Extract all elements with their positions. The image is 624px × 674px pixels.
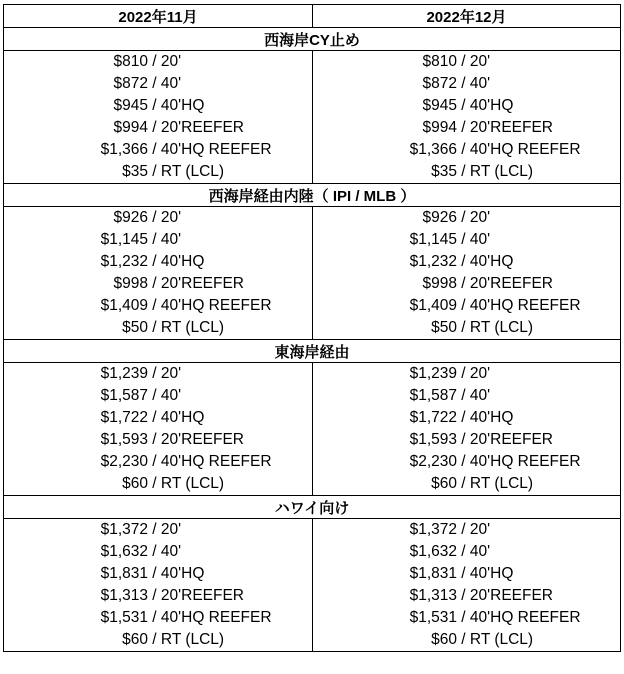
rate-cell-nov [4, 473, 313, 496]
rate-unit: / RT (LCL) [148, 319, 225, 336]
rate-unit: / RT (LCL) [457, 631, 534, 648]
rate-text [313, 275, 620, 293]
rate-unit: / RT (LCL) [457, 163, 534, 180]
rate-cell-dec [313, 51, 621, 74]
rate-cell-nov [4, 161, 313, 184]
section-title: 西海岸CY止め [4, 28, 621, 51]
rate-unit: / 40'HQ REEFER [148, 141, 272, 158]
rate-cell-nov [4, 629, 313, 652]
section-title: 西海岸経由内陸（ IPI / MLB ） [4, 184, 621, 207]
rate-price: $1,372 [409, 521, 457, 538]
rate-unit: / 20'REEFER [457, 275, 553, 292]
rate-row [4, 407, 621, 429]
rate-row [4, 251, 621, 273]
rate-unit: / 40'HQ REEFER [457, 609, 581, 626]
rate-unit: / 40'HQ [148, 409, 205, 426]
rate-cell-nov [4, 117, 313, 139]
rate-text [4, 253, 312, 271]
rate-text [313, 409, 620, 427]
section-header-row [4, 496, 621, 519]
rate-price: $998 [422, 275, 457, 292]
rate-unit: / 40' [457, 543, 491, 560]
rate-cell-dec [313, 407, 621, 429]
rate-unit: / 20'REEFER [148, 119, 244, 136]
rate-cell-nov [4, 229, 313, 251]
rate-row [4, 541, 621, 563]
rate-unit: / 20' [148, 521, 182, 538]
rate-unit: / 20' [148, 53, 182, 70]
rate-price: $1,232 [100, 253, 148, 270]
rate-unit: / 40' [148, 231, 182, 248]
rate-unit: / 20' [457, 53, 491, 70]
rate-text [313, 53, 620, 71]
rate-text [313, 297, 620, 315]
rate-unit: / 40' [457, 231, 491, 248]
rate-unit: / 40'HQ [457, 565, 514, 582]
rate-unit: / 20'REEFER [148, 587, 244, 604]
column-header-dec: 2022年12月 [313, 5, 621, 28]
rate-row [4, 385, 621, 407]
rate-price: $50 [431, 319, 457, 336]
rate-price: $872 [113, 75, 148, 92]
rate-price: $1,313 [409, 587, 457, 604]
rate-price: $1,409 [409, 297, 457, 314]
rate-cell-dec [313, 317, 621, 340]
rate-row [4, 295, 621, 317]
rate-price: $926 [422, 209, 457, 226]
rate-price: $1,531 [100, 609, 148, 626]
rate-unit: / 40'HQ [457, 409, 514, 426]
rate-cell-nov [4, 385, 313, 407]
rate-text [313, 475, 620, 493]
rate-price: $1,145 [100, 231, 148, 248]
rate-row [4, 363, 621, 386]
rate-text [4, 631, 312, 649]
rate-unit: / 40'HQ [457, 253, 514, 270]
rate-unit: / 20' [457, 521, 491, 538]
rate-cell-nov [4, 73, 313, 95]
rate-price: $1,409 [100, 297, 148, 314]
rate-cell-dec [313, 585, 621, 607]
rate-cell-dec [313, 73, 621, 95]
rate-unit: / 20'REEFER [457, 431, 553, 448]
rate-unit: / 20'REEFER [148, 431, 244, 448]
rate-text [313, 231, 620, 249]
rate-cell-dec [313, 429, 621, 451]
rate-price: $1,632 [100, 543, 148, 560]
rate-unit: / 40' [148, 387, 182, 404]
rate-text [313, 97, 620, 115]
rate-cell-dec [313, 451, 621, 473]
rate-unit: / RT (LCL) [148, 163, 225, 180]
rate-cell-nov [4, 95, 313, 117]
rate-row [4, 51, 621, 74]
rate-price: $60 [122, 475, 148, 492]
rate-row [4, 273, 621, 295]
rate-price: $926 [113, 209, 148, 226]
rate-price: $1,831 [409, 565, 457, 582]
section-title: ハワイ向け [4, 496, 621, 519]
rate-row [4, 563, 621, 585]
rate-text [4, 97, 312, 115]
rate-text [4, 231, 312, 249]
rate-price: $1,239 [409, 365, 457, 382]
rate-text [313, 163, 620, 181]
rate-price: $1,587 [100, 387, 148, 404]
rate-cell-nov [4, 207, 313, 230]
rate-unit: / RT (LCL) [148, 475, 225, 492]
rate-text [313, 609, 620, 627]
rate-cell-dec [313, 117, 621, 139]
rate-text [313, 75, 620, 93]
rate-text [4, 141, 312, 159]
rate-price: $994 [113, 119, 148, 136]
rate-price: $1,593 [100, 431, 148, 448]
rate-cell-dec [313, 363, 621, 386]
rate-cell-dec [313, 607, 621, 629]
rate-price: $810 [422, 53, 457, 70]
rate-unit: / 40'HQ [148, 565, 205, 582]
rate-text [313, 209, 620, 227]
rate-text [313, 141, 620, 159]
rate-unit: / 40'HQ [148, 253, 205, 270]
rate-unit: / 40'HQ REEFER [148, 609, 272, 626]
rate-cell-dec [313, 251, 621, 273]
rate-price: $810 [113, 53, 148, 70]
rate-price: $1,313 [100, 587, 148, 604]
rate-cell-dec [313, 207, 621, 230]
rate-unit: / 40'HQ REEFER [457, 297, 581, 314]
rate-cell-nov [4, 51, 313, 74]
rate-cell-nov [4, 541, 313, 563]
table-body [4, 5, 621, 652]
rate-unit: / 20'REEFER [148, 275, 244, 292]
rate-row [4, 73, 621, 95]
rate-price: $1,587 [409, 387, 457, 404]
rate-row [4, 585, 621, 607]
rate-cell-nov [4, 251, 313, 273]
rate-price: $1,366 [409, 141, 457, 158]
rate-row [4, 317, 621, 340]
rate-price: $1,632 [409, 543, 457, 560]
rate-unit: / RT (LCL) [457, 319, 534, 336]
rate-text [313, 453, 620, 471]
rate-row [4, 207, 621, 230]
section-header-row [4, 28, 621, 51]
rate-row [4, 117, 621, 139]
rate-text [4, 319, 312, 337]
rate-price: $998 [113, 275, 148, 292]
rate-text [313, 387, 620, 405]
rate-cell-nov [4, 295, 313, 317]
rate-text [4, 521, 312, 539]
rate-price: $945 [422, 97, 457, 114]
rate-cell-nov [4, 363, 313, 386]
rate-row [4, 229, 621, 251]
rate-text [313, 631, 620, 649]
rate-cell-dec [313, 563, 621, 585]
rate-text [313, 319, 620, 337]
rate-price: $60 [122, 631, 148, 648]
rate-price: $35 [431, 163, 457, 180]
rate-price: $1,372 [100, 521, 148, 538]
rate-row [4, 629, 621, 652]
rate-cell-dec [313, 295, 621, 317]
rate-price: $50 [122, 319, 148, 336]
rate-text [4, 431, 312, 449]
rate-price: $994 [422, 119, 457, 136]
rate-cell-dec [313, 629, 621, 652]
rate-cell-dec [313, 273, 621, 295]
rate-unit: / 40'HQ REEFER [457, 453, 581, 470]
rate-cell-dec [313, 161, 621, 184]
rate-text [4, 409, 312, 427]
rate-cell-nov [4, 139, 313, 161]
rate-row [4, 473, 621, 496]
rate-text [313, 119, 620, 137]
rate-price: $872 [422, 75, 457, 92]
rate-unit: / RT (LCL) [457, 475, 534, 492]
rate-text [313, 543, 620, 561]
column-header-nov: 2022年11月 [4, 5, 313, 28]
rate-cell-dec [313, 139, 621, 161]
rate-text [4, 163, 312, 181]
rate-cell-dec [313, 385, 621, 407]
rate-text [4, 53, 312, 71]
rate-unit: / 40'HQ [148, 97, 205, 114]
rate-price: $1,593 [409, 431, 457, 448]
rate-text [313, 565, 620, 583]
rate-cell-dec [313, 229, 621, 251]
rate-cell-nov [4, 519, 313, 542]
rate-cell-nov [4, 429, 313, 451]
rate-text [313, 253, 620, 271]
rate-text [4, 75, 312, 93]
rate-price: $35 [122, 163, 148, 180]
rate-unit: / 20' [148, 209, 182, 226]
rate-cell-nov [4, 273, 313, 295]
rate-unit: / 40'HQ REEFER [148, 297, 272, 314]
rate-row [4, 95, 621, 117]
rate-price: $1,722 [409, 409, 457, 426]
rate-cell-nov [4, 563, 313, 585]
rate-unit: / 20' [457, 365, 491, 382]
header-row [4, 5, 621, 28]
rate-price: $945 [113, 97, 148, 114]
rate-cell-nov [4, 317, 313, 340]
rate-text [4, 543, 312, 561]
rate-unit: / 40'HQ [457, 97, 514, 114]
rate-cell-dec [313, 473, 621, 496]
rate-unit: / 40'HQ REEFER [457, 141, 581, 158]
rate-price: $1,239 [100, 365, 148, 382]
rate-text [4, 365, 312, 383]
rate-row [4, 451, 621, 473]
rate-price: $1,232 [409, 253, 457, 270]
rate-price: $1,531 [409, 609, 457, 626]
rate-text [4, 297, 312, 315]
rate-text [4, 275, 312, 293]
rate-text [4, 387, 312, 405]
rate-text [313, 587, 620, 605]
rate-price: $1,831 [100, 565, 148, 582]
rate-price: $1,366 [100, 141, 148, 158]
freight-rate-table [3, 4, 621, 652]
rate-price: $1,145 [409, 231, 457, 248]
section-header-row [4, 340, 621, 363]
rate-unit: / RT (LCL) [148, 631, 225, 648]
rate-unit: / 40'HQ REEFER [148, 453, 272, 470]
rate-row [4, 519, 621, 542]
rate-price: $60 [431, 475, 457, 492]
rate-cell-nov [4, 585, 313, 607]
rate-text [4, 119, 312, 137]
rate-price: $1,722 [100, 409, 148, 426]
rate-cell-nov [4, 607, 313, 629]
rate-text [4, 453, 312, 471]
rate-unit: / 20' [148, 365, 182, 382]
rate-price: $60 [431, 631, 457, 648]
rate-cell-nov [4, 407, 313, 429]
rate-unit: / 20' [457, 209, 491, 226]
rate-row [4, 607, 621, 629]
rate-text [4, 609, 312, 627]
rate-cell-dec [313, 95, 621, 117]
rate-unit: / 20'REEFER [457, 119, 553, 136]
rate-text [313, 521, 620, 539]
section-title: 東海岸経由 [4, 340, 621, 363]
rate-row [4, 161, 621, 184]
rate-unit: / 40' [457, 75, 491, 92]
rate-unit: / 40' [148, 543, 182, 560]
rate-row [4, 139, 621, 161]
rate-text [313, 431, 620, 449]
section-header-row [4, 184, 621, 207]
rate-cell-dec [313, 519, 621, 542]
rate-text [313, 365, 620, 383]
rate-unit: / 40' [457, 387, 491, 404]
rate-row [4, 429, 621, 451]
rate-unit: / 20'REEFER [457, 587, 553, 604]
rate-text [4, 587, 312, 605]
rate-text [4, 209, 312, 227]
rate-price: $2,230 [100, 453, 148, 470]
rate-price: $2,230 [409, 453, 457, 470]
rate-unit: / 40' [148, 75, 182, 92]
rate-text [4, 565, 312, 583]
rate-cell-dec [313, 541, 621, 563]
rate-text [4, 475, 312, 493]
rate-cell-nov [4, 451, 313, 473]
